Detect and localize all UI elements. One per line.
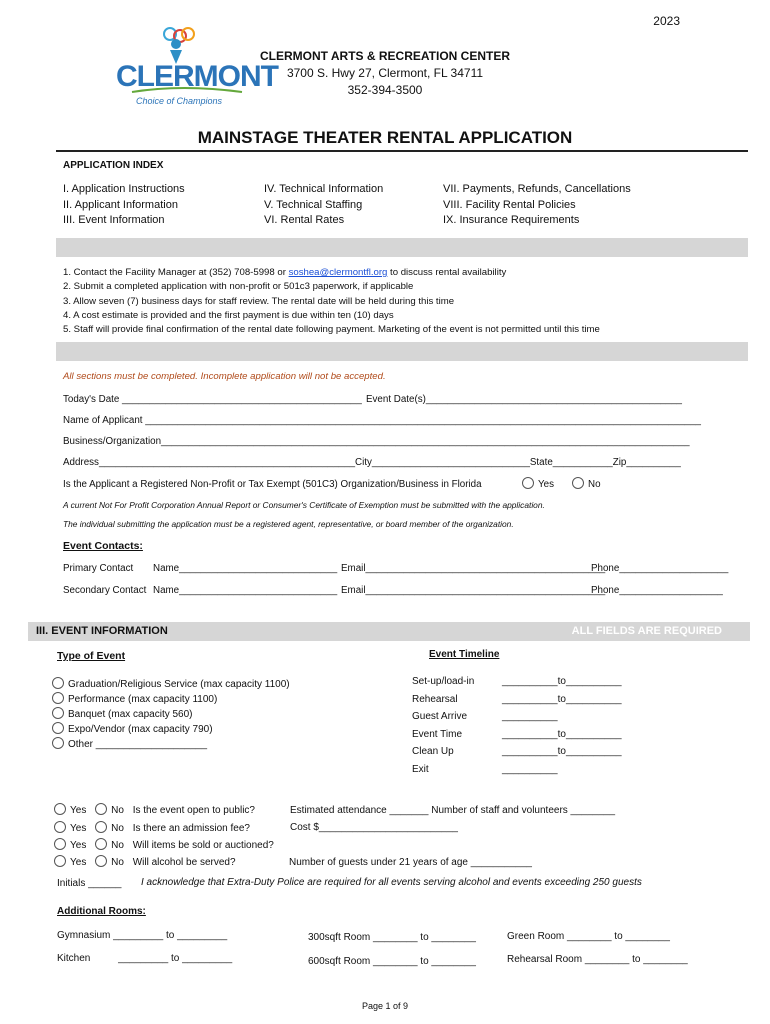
logo-wordmark: CLERMONT — [116, 60, 278, 93]
radio-icon[interactable] — [52, 737, 64, 749]
index-item: III. Event Information — [63, 214, 165, 226]
index-item: VII. Payments, Refunds, Cancellations — [443, 183, 631, 195]
room-gymnasium[interactable]: Gymnasium _________ to _________ — [57, 930, 228, 941]
index-item: V. Technical Staffing — [264, 198, 363, 211]
room-green[interactable]: Green Room ________ to ________ — [507, 931, 670, 942]
event-timeline-heading: Event Timeline — [429, 649, 500, 660]
question-sold: Will items be sold or auctioned? — [132, 840, 274, 851]
business-field[interactable]: Business/Organization_________________________________________________________________________________________________ — [63, 436, 690, 447]
required-note: ALL FIELDS ARE REQUIRED — [571, 625, 722, 637]
initials-field[interactable]: Initials ______ — [57, 878, 122, 889]
timeline-field[interactable]: __________to__________ — [502, 746, 622, 758]
question-row-admission: Yes No Is there an admission fee? — [54, 821, 250, 834]
room-300sqft[interactable]: 300sqft Room ________ to ________ — [308, 932, 476, 943]
index-item: VIII. Facility Rental Policies — [443, 198, 576, 211]
room-kitchen[interactable]: Kitchen _________ to _________ — [57, 953, 233, 964]
radio-icon[interactable] — [95, 838, 107, 850]
page-title: MAINSTAGE THEATER RENTAL APPLICATION — [197, 128, 573, 147]
secondary-name-field[interactable]: Name_____________________________ — [153, 585, 338, 596]
event-section-title: III. EVENT INFORMATION — [36, 625, 168, 637]
event-type-option[interactable]: Other ____________________ — [52, 737, 290, 752]
page-number: Page 1 of 9 — [361, 1001, 409, 1011]
address-field[interactable]: Address_______________________________________________City_____________________________State___________Zip__________ — [63, 457, 681, 468]
event-information-bar — [28, 622, 750, 641]
radio-icon[interactable] — [52, 692, 64, 704]
question-alcohol: Will alcohol be served? — [132, 857, 236, 868]
nonprofit-yes-option[interactable]: Yes — [522, 477, 554, 490]
nonprofit-note: A current Not For Profit Corporation Annual Report or Consumer's Certificate of Exemption must be submitted with the application. — [63, 500, 545, 510]
radio-icon[interactable] — [522, 477, 534, 489]
police-acknowledgement: I acknowledge that Extra-Duty Police are required for all events serving alcohol and events exceeding 250 guests — [141, 877, 642, 888]
title-divider — [56, 150, 748, 152]
secondary-phone-field[interactable]: Phone___________________ — [591, 585, 723, 596]
event-type-list — [52, 677, 290, 752]
additional-rooms-heading: Additional Rooms: — [57, 906, 146, 917]
question-row-public: Yes No Is the event open to public? — [54, 803, 255, 816]
timeline-label: Rehearsal — [412, 693, 458, 705]
secondary-email-field[interactable]: Email____________________________________________ — [341, 585, 606, 596]
representative-note: The individual submitting the application must be a registered agent, representative, or board member of the organization. — [63, 519, 514, 529]
radio-icon[interactable] — [95, 803, 107, 815]
radio-icon[interactable] — [572, 477, 584, 489]
under21-field[interactable]: Number of guests under 21 years of age ___________ — [289, 857, 532, 868]
nonprofit-no-option[interactable]: No — [572, 477, 601, 490]
radio-icon[interactable] — [95, 821, 107, 833]
instruction-steps — [63, 266, 600, 337]
question-row-sold: Yes No Will items be sold or auctioned? — [54, 838, 274, 851]
index-item: IX. Insurance Requirements — [443, 214, 580, 226]
nonprofit-question: Is the Applicant a Registered Non-Profit or Tax Exempt (501C3) Organization/Business in Florida — [63, 479, 482, 490]
question-admission: Is there an admission fee? — [132, 823, 250, 834]
step-2: 2. Submit a completed application with non-profit or 501c3 paperwork, if applicable — [63, 281, 414, 293]
section-bar-applicant — [56, 342, 748, 361]
index-heading: APPLICATION INDEX — [63, 160, 164, 171]
org-address: 3700 S. Hwy 27, Clermont, FL 34711 — [286, 66, 484, 80]
event-contacts-heading: Event Contacts: — [63, 540, 143, 552]
section-bar-instructions — [56, 238, 748, 257]
primary-contact-label: Primary Contact — [63, 563, 134, 574]
question-row-alcohol: Yes No Will alcohol be served? — [54, 855, 236, 868]
radio-icon[interactable] — [52, 722, 64, 734]
timeline-label: Guest Arrive — [412, 711, 468, 723]
step-3: 3. Allow seven (7) business days for staff review. The rental date will be held during this time — [63, 295, 455, 307]
todays-date-field[interactable]: Today's Date ____________________________________________ — [63, 394, 362, 405]
timeline-label: Exit — [412, 763, 429, 775]
step-4: 4. A cost estimate is provided and the first payment is due within ten (10) days — [63, 309, 394, 321]
index-item: IV. Technical Information — [264, 183, 384, 195]
event-type-option[interactable]: Graduation/Religious Service (max capacity 1100) — [52, 677, 290, 692]
applicant-name-field[interactable]: Name of Applicant ______________________________________________________________________________________________________ — [63, 415, 701, 426]
radio-icon[interactable] — [54, 821, 66, 833]
index-item: II. Applicant Information — [63, 198, 178, 211]
step-1: 1. Contact the Facility Manager at (352) 708-5998 or soshea@clermontfl.org to discuss rental availability — [63, 267, 507, 278]
index-item: VI. Rental Rates — [264, 214, 345, 226]
primary-email-field[interactable]: Email____________________________________________ — [341, 563, 606, 574]
event-type-option[interactable]: Banquet (max capacity 560) — [52, 707, 290, 722]
org-name: CLERMONT ARTS & RECREATION CENTER — [260, 49, 510, 63]
org-block — [0, 48, 770, 99]
event-type-option[interactable]: Performance (max capacity 1100) — [52, 692, 290, 707]
timeline-label: Event Time — [412, 728, 463, 740]
event-type-option[interactable]: Expo/Vendor (max capacity 790) — [52, 722, 290, 737]
radio-icon[interactable] — [54, 855, 66, 867]
room-rehearsal[interactable]: Rehearsal Room ________ to ________ — [507, 954, 688, 965]
completion-warning: All sections must be completed. Incomplete application will not be accepted. — [63, 371, 386, 382]
timeline-labels — [412, 673, 474, 779]
step-5: 5. Staff will provide final confirmation of the rental date following payment. Marketing of the event is not permitted until this time — [63, 324, 600, 336]
timeline-field[interactable]: __________to__________ — [502, 693, 622, 705]
index-item: I. Application Instructions — [63, 183, 185, 195]
radio-icon[interactable] — [52, 677, 64, 689]
year: 2023 — [653, 14, 680, 28]
radio-icon[interactable] — [52, 707, 64, 719]
radio-icon[interactable] — [54, 838, 66, 850]
logo-tagline: Choice of Champions — [136, 96, 223, 106]
timeline-values — [502, 673, 622, 779]
cost-field[interactable]: Cost $_________________________ — [290, 822, 458, 833]
timeline-field[interactable]: __________to__________ — [502, 728, 622, 740]
timeline-field[interactable]: __________ — [502, 763, 558, 775]
index-col-3 — [443, 182, 631, 229]
org-phone: 352-394-3500 — [347, 83, 423, 97]
radio-icon[interactable] — [54, 803, 66, 815]
question-public: Is the event open to public? — [132, 805, 255, 816]
event-dates-field[interactable]: Event Date(s)_______________________________________________ — [366, 394, 682, 405]
index-col-2 — [264, 182, 383, 229]
timeline-field[interactable]: __________ — [502, 711, 558, 723]
timeline-field[interactable]: __________to__________ — [502, 676, 622, 687]
secondary-contact-label: Secondary Contact — [63, 585, 147, 596]
timeline-label: Clean Up — [412, 746, 454, 758]
type-of-event-heading: Type of Event — [57, 650, 126, 662]
primary-name-field[interactable]: Name_____________________________ — [153, 563, 338, 574]
index-col-1 — [63, 182, 185, 229]
facility-manager-email-link[interactable]: soshea@clermontfl.org — [288, 267, 388, 278]
attendance-field[interactable]: Estimated attendance _______ Number of staff and volunteers ________ — [290, 805, 616, 816]
room-600sqft[interactable]: 600sqft Room ________ to ________ — [308, 956, 476, 967]
primary-phone-field[interactable]: Phone____________________ — [591, 563, 729, 574]
timeline-label: Set-up/load-in — [412, 676, 475, 687]
radio-icon[interactable] — [95, 855, 107, 867]
